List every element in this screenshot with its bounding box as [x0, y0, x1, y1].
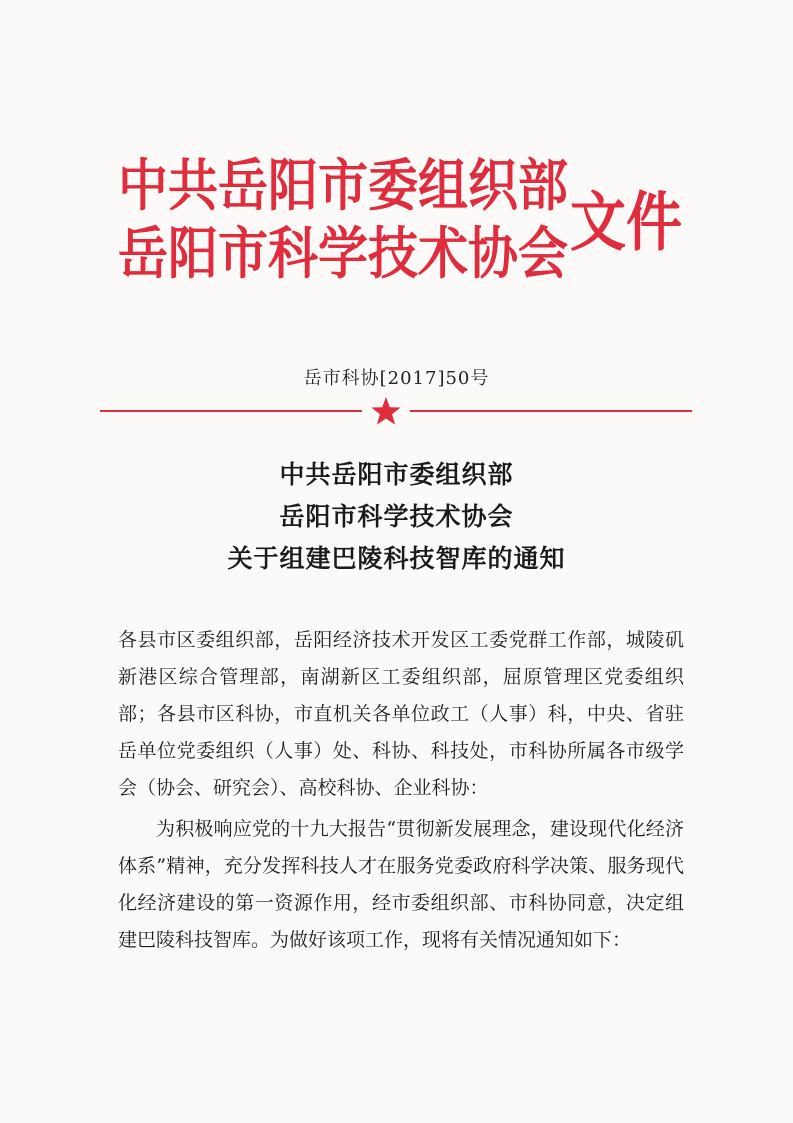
divider-line-right — [410, 410, 692, 412]
red-divider — [100, 398, 692, 424]
body-paragraph-1: 为积极响应党的十九大报告“贯彻新发展理念，建设现代化经济体系”精神，充分发挥科技人才在服务党委政府科学决策、服务现代化经济建设的第一资源作用，经市委组织部、市科协同意，决定组建巴陵科技智库。为做好该项工作，现将有关情况通知如下： — [118, 818, 684, 951]
divider-line-left — [100, 410, 362, 412]
title-line-2: 岳阳市科学技术协会 — [279, 502, 514, 531]
title-line-1: 中共岳阳市委组织部 — [279, 460, 514, 489]
document-title — [0, 454, 793, 580]
issuer-block — [118, 148, 578, 287]
issuer-name-2: 岳阳市科学技术协会 — [118, 221, 568, 287]
recipients-paragraph: 各县市区委组织部，岳阳经济技术开发区工委党群工作部，城陵矶新港区综合管理部，南湖新区工委组织部，屈原管理区党委组织部；各县市区科协，市直机关各单位政工（人事）科，中央、省驻岳单位党委组织（人事）处、科协、科技处，市科协所属各市级学会（协会、研究会）、高校科协、企业科协： — [118, 629, 684, 799]
document-number: 岳市科协[2017]50号 — [303, 368, 490, 389]
issuer-name-1: 中共岳阳市委组织部 — [118, 153, 568, 219]
document-word: 文件 — [570, 185, 682, 261]
star-icon — [370, 396, 402, 426]
title-line-3: 关于组建巴陵科技智库的通知 — [227, 544, 566, 573]
document-body — [118, 622, 684, 959]
